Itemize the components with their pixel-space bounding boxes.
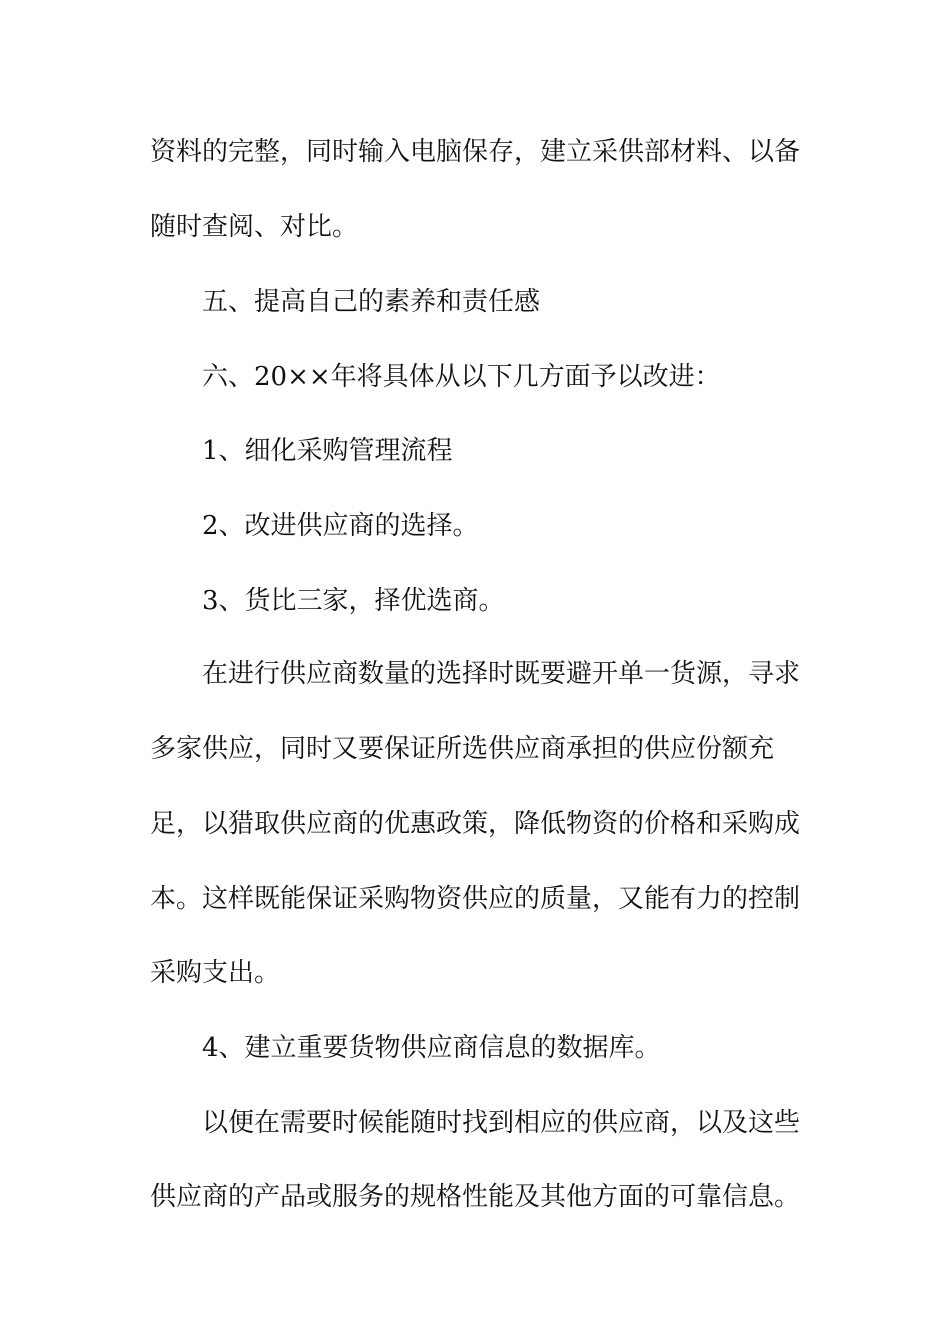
section-heading: 五、提高自己的素养和责任感 [202,287,541,317]
list-item: 3、货比三家，择优选商。 [202,586,505,616]
text-line: 采购支出。 [150,958,281,988]
text-line: 以便在需要时候能随时找到相应的供应商，以及这些 [202,1108,801,1138]
text-line: 本。这样既能保证采购物资供应的质量，又能有力的控制 [150,884,801,914]
text-line: 足，以猎取供应商的优惠政策，降低物资的价格和采购成 [150,809,801,839]
list-item: 2、改进供应商的选择。 [202,511,479,541]
list-item: 1、细化采购管理流程 [202,436,453,466]
text-line: 在进行供应商数量的选择时既要避开单一货源，寻求 [202,659,801,689]
section-heading: 六、20××年将具体从以下几方面予以改进： [202,362,721,392]
text-line: 供应商的产品或服务的规格性能及其他方面的可靠信息。 [150,1182,801,1212]
text-line: 资料的完整，同时输入电脑保存，建立采供部材料、以备 [150,137,801,167]
text-line: 随时查阅、对比。 [150,212,359,242]
list-item: 4、建立重要货物供应商信息的数据库。 [202,1033,661,1063]
text-line: 多家供应，同时又要保证所选供应商承担的供应份额充 [150,734,775,764]
